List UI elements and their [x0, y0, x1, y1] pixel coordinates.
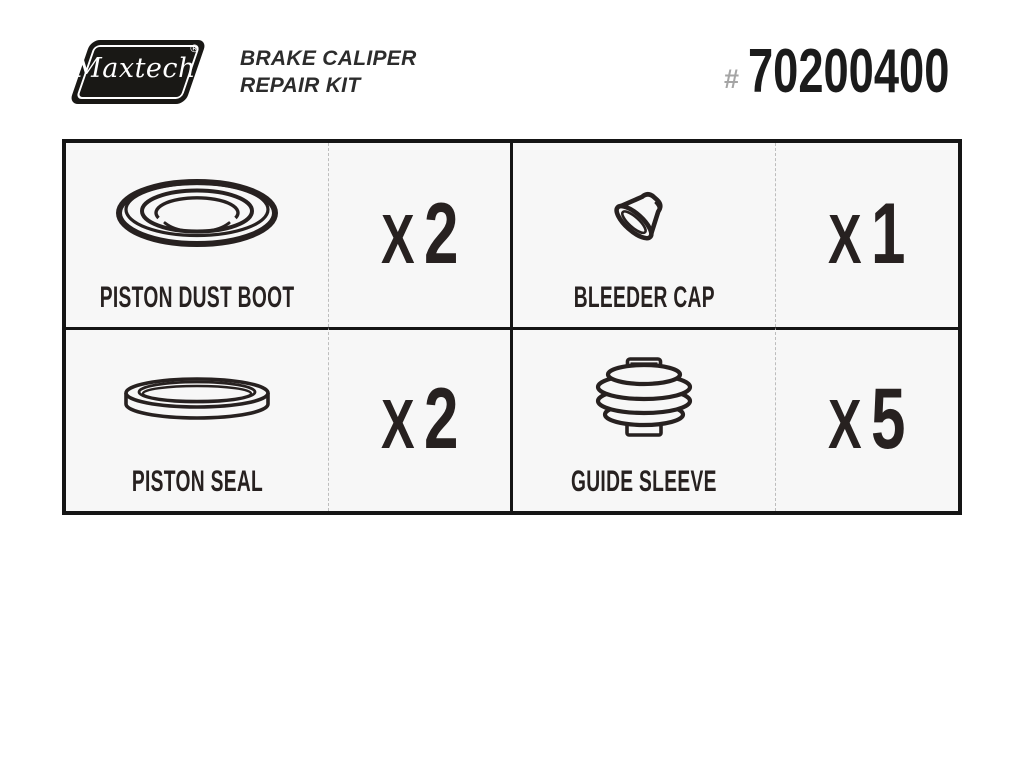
guide-sleeve-icon [592, 356, 696, 442]
part-cell-bleeder-cap [510, 143, 775, 327]
part-number-value: 70200400 [748, 37, 950, 106]
quantity-prefix: X [828, 385, 862, 463]
quantity-value: 1 [871, 185, 906, 282]
quantity-prefix: X [828, 199, 862, 278]
quantity [380, 371, 459, 467]
piston-dust-boot-illustration [112, 143, 282, 283]
quantity-prefix: X [380, 199, 415, 278]
quantity [380, 185, 459, 282]
guide-sleeve-illustration [592, 330, 696, 467]
quantity-value: 2 [423, 371, 459, 467]
bleeder-cap-illustration [604, 143, 684, 283]
product-title-line-2: REPAIR KIT [240, 74, 361, 97]
part-cell-piston-seal [66, 327, 328, 511]
part-name: GUIDE SLEEVE [571, 465, 717, 498]
quantity [828, 185, 906, 282]
qty-cell-bleeder-cap [775, 143, 958, 327]
hash-symbol: # [724, 64, 740, 94]
quantity [828, 371, 906, 467]
piston-dust-boot-icon [112, 172, 282, 254]
product-title-line-1: BRAKE CALIPER [240, 47, 417, 70]
piston-seal-icon [122, 376, 272, 422]
parts-table [62, 139, 962, 515]
part-name: PISTON DUST BOOT [99, 281, 295, 314]
part-name: PISTON SEAL [131, 465, 263, 498]
product-title [240, 45, 417, 99]
piston-seal-illustration [122, 330, 272, 467]
part-name: BLEEDER CAP [573, 281, 715, 314]
part-cell-guide-sleeve [510, 327, 775, 511]
part-cell-piston-dust-boot [66, 143, 328, 327]
registered-trademark-icon: ® [189, 42, 200, 55]
qty-cell-piston-dust-boot [328, 143, 510, 327]
quantity-value: 5 [871, 371, 906, 467]
qty-cell-piston-seal [328, 327, 510, 511]
bleeder-cap-icon [604, 174, 684, 252]
logo-wordmark: Maxtech [74, 53, 196, 84]
qty-cell-guide-sleeve [775, 327, 958, 511]
quantity-prefix: X [380, 385, 415, 463]
brand-logo [69, 40, 207, 104]
quantity-value: 2 [423, 185, 459, 282]
